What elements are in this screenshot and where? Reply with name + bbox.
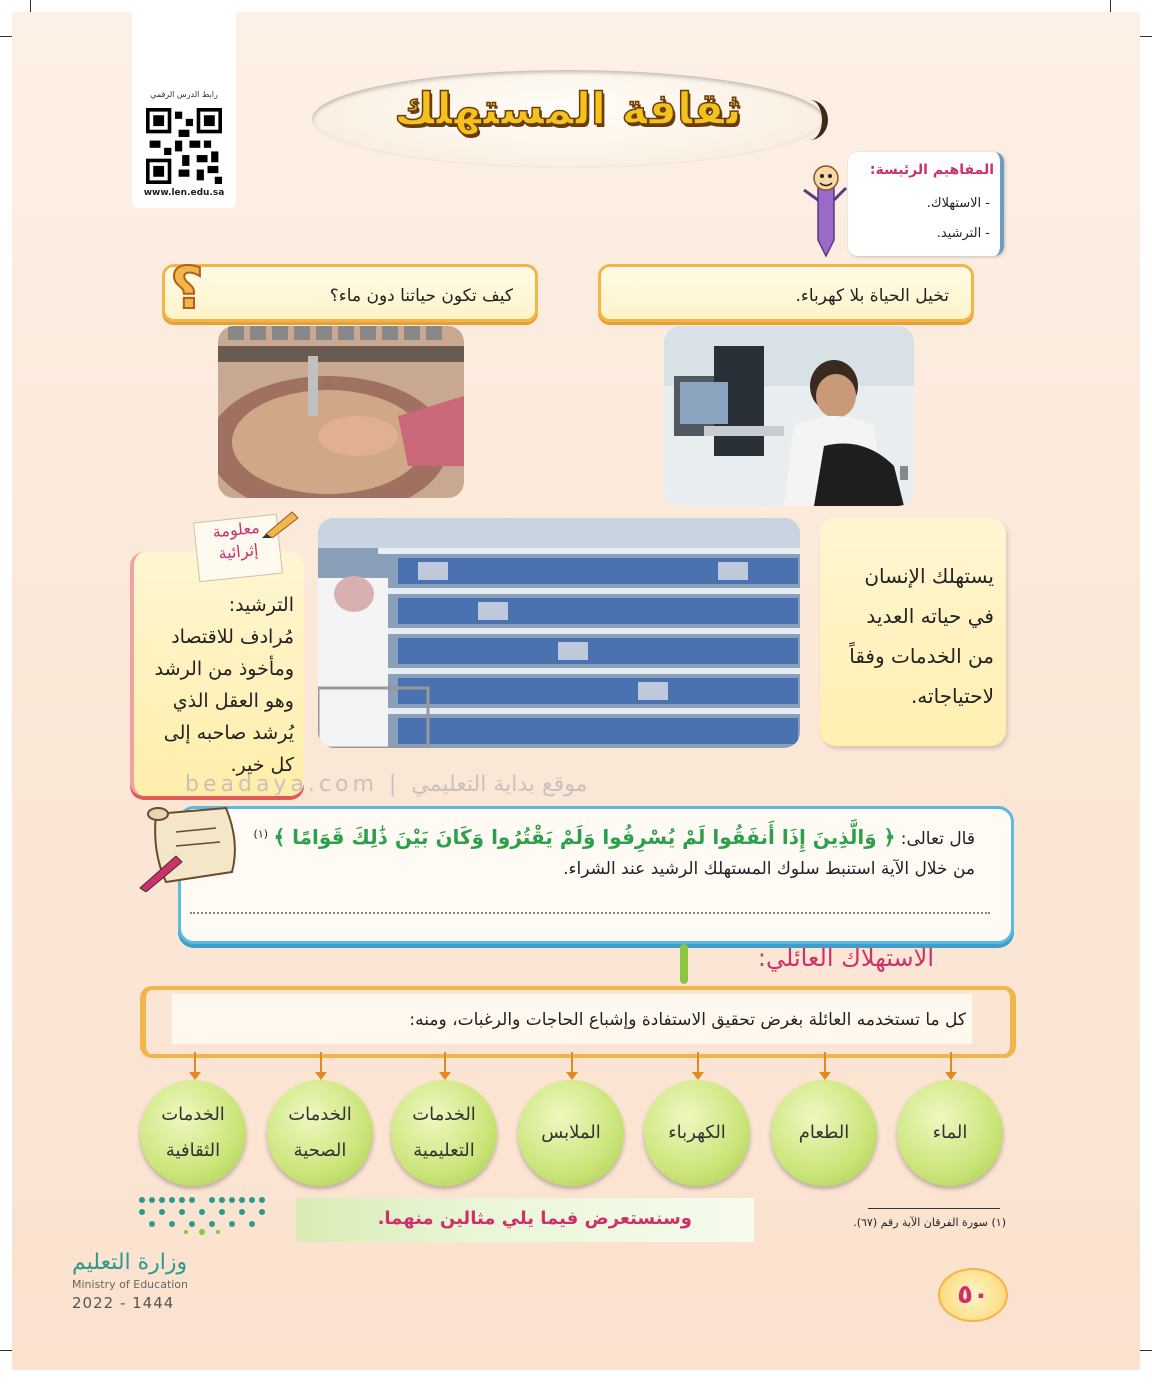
item-label: الخدمات [161,1104,225,1125]
verse-intro: قال تعالى: [900,829,975,849]
info-line: في حياته العديد [866,604,994,628]
boy-at-computer-photo [664,326,914,506]
question-text: تخيل الحياة بلا كهرباء. [795,286,949,306]
arrow-down-icon [444,1052,446,1074]
info-line: يستهلك الإنسان [864,564,994,588]
verse-task: من خلال الآية استنبط سلوك المستهلك الرشيد عند الشراء. [563,859,975,879]
section-heading: الاستهلاك العائلي: [757,944,934,972]
crop-mark [0,36,12,37]
crop-mark [1110,0,1111,12]
ministry-name-arabic: وزارة التعليم [72,1250,188,1275]
enrichment-line: ومأخوذ من الرشد [154,658,294,680]
enrichment-tag-line: معلومة [211,517,261,542]
page-number: ٥٠ [938,1268,1008,1322]
verse-line [254,825,975,849]
key-concepts-box [848,152,1004,256]
consumption-item [771,1080,877,1186]
definition-text: كل ما تستخدمه العائلة بغرض تحقيق الاستفادة وإشباع الحاجات والرغبات، ومنه: [409,1010,966,1030]
concept-item: - الاستهلاك. [926,196,990,211]
ministry-name-english: Ministry of Education [72,1278,189,1291]
answer-line[interactable] [190,912,990,914]
thinking-question-icon [160,248,230,328]
qr-code-icon[interactable] [146,108,222,184]
item-label: الخدمات [412,1104,476,1125]
crop-mark [1140,1350,1152,1351]
item-label: الماء [932,1122,968,1143]
page-title: ثقافة المستهلك [394,84,742,135]
crop-mark [0,1350,12,1351]
concept-item: - الترشيد. [936,226,990,241]
consumption-item [391,1080,497,1186]
svg-text:؟: ؟ [170,254,204,322]
footnote-divider [868,1208,1000,1209]
crop-mark [30,0,31,12]
hands-washing-photo [218,326,464,498]
consumption-item [140,1080,246,1186]
arrow-down-icon [320,1052,322,1074]
closing-text: وسنستعرض فيما يلي مثالين منهما. [377,1208,692,1229]
closing-banner [296,1198,754,1242]
enrichment-tag-line: إثرائية [217,539,260,564]
arrow-down-icon [824,1052,826,1074]
watermark: beadaya.com | موقع بداية التعليمي [185,772,588,797]
item-label: الطعام [798,1122,850,1143]
consumption-item [897,1080,1003,1186]
question-text: كيف تكون حياتنا دون ماء؟ [329,286,513,306]
key-concepts-heading: المفاهيم الرئيسة: [869,162,994,178]
arrow-down-icon [697,1052,699,1074]
enrichment-line: وهو العقل الذي [172,690,294,712]
item-label: الكهرباء [668,1122,726,1143]
supermarket-shelves-photo [318,518,800,748]
scroll-icon [136,802,246,892]
info-box [820,518,1006,746]
qr-url[interactable]: www.len.edu.sa [143,188,225,198]
enrichment-line: مُرادف للاقتصاد [171,626,294,648]
item-label: التعليمية [413,1140,475,1161]
item-label: الثقافية [165,1140,221,1161]
verse-box [178,806,1014,944]
enrichment-line: كل خير. [230,754,294,776]
enrichment-line: الترشيد: [228,594,294,616]
arrow-down-icon [571,1052,573,1074]
enrichment-box [130,552,304,796]
question-box-electricity [598,264,974,322]
crop-mark [1140,36,1152,37]
arrow-down-icon [194,1052,196,1074]
info-line: لاحتياجاته. [910,684,994,708]
item-label: الخدمات [288,1104,352,1125]
pencil-mascot-icon [800,160,850,260]
enrichment-line: يُرشد صاحبه إلى [163,722,294,744]
footnote: (١) سورة الفرقان الآية رقم (٦٧). [853,1216,1006,1229]
quran-verse: ﴿ وَالَّذِينَ إِذَا أَنفَقُوا لَمْ يُسْرِفُوا وَلَمْ يَقْتُرُوا وَكَانَ بَيْنَ ذَٰلِكَ قَوَامًا ﴾ [273,825,896,849]
consumption-item [644,1080,750,1186]
item-label: الصحية [293,1140,347,1161]
item-label: الملابس [541,1122,601,1143]
qr-caption: رابط الدرس الرقمي [150,90,218,99]
consumption-item [518,1080,624,1186]
info-line: من الخدمات وفقاً [849,644,994,668]
vision-logo-icon [136,1192,268,1238]
arrow-down-icon [950,1052,952,1074]
edition-year: 2022 - 1444 [72,1294,175,1312]
consumption-item [267,1080,373,1186]
verse-ref: (١) [253,827,269,841]
pencil-icon [262,508,302,538]
section-marker [680,944,688,984]
